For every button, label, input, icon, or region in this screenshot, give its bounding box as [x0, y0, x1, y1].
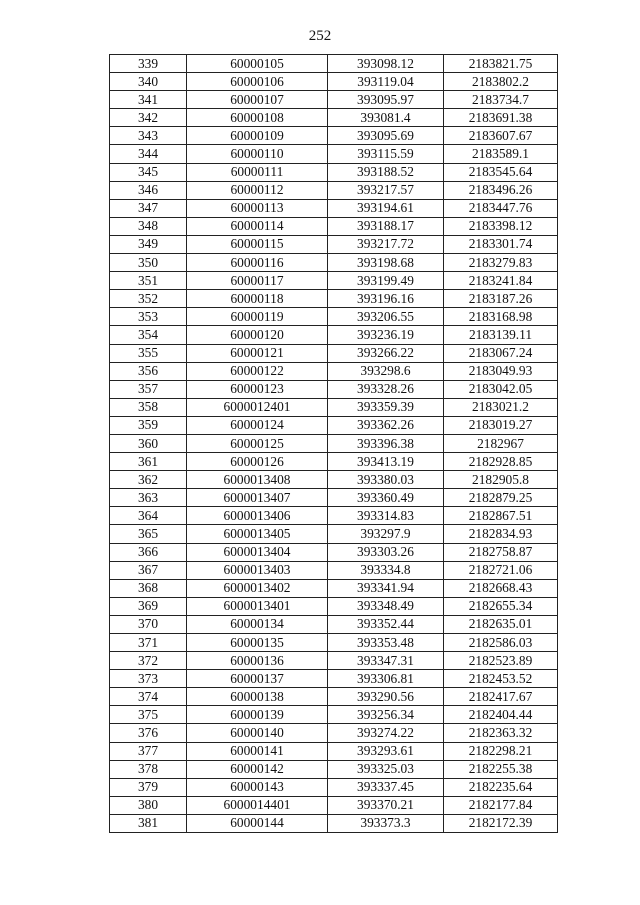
y-coordinate-cell: 2182867.51: [444, 507, 558, 525]
row-number-cell: 353: [110, 308, 187, 326]
y-coordinate-cell: 2182172.39: [444, 814, 558, 832]
table-body: [110, 55, 558, 833]
point-id-cell: 6000012401: [187, 398, 328, 416]
point-id-cell: 60000123: [187, 380, 328, 398]
x-coordinate-cell: 393396.38: [328, 434, 444, 452]
x-coordinate-cell: 393095.69: [328, 127, 444, 145]
row-number-cell: 375: [110, 706, 187, 724]
x-coordinate-cell: 393370.21: [328, 796, 444, 814]
y-coordinate-cell: 2182363.32: [444, 724, 558, 742]
row-number-cell: 360: [110, 434, 187, 452]
table-row: [110, 543, 558, 561]
y-coordinate-cell: 2183589.1: [444, 145, 558, 163]
point-id-cell: 60000142: [187, 760, 328, 778]
table-row: [110, 688, 558, 706]
y-coordinate-cell: 2182905.8: [444, 471, 558, 489]
y-coordinate-cell: 2183447.76: [444, 199, 558, 217]
point-id-cell: 60000135: [187, 634, 328, 652]
y-coordinate-cell: 2183049.93: [444, 362, 558, 380]
x-coordinate-cell: 393194.61: [328, 199, 444, 217]
y-coordinate-cell: 2182417.67: [444, 688, 558, 706]
x-coordinate-cell: 393188.52: [328, 163, 444, 181]
x-coordinate-cell: 393306.81: [328, 670, 444, 688]
table-row: [110, 778, 558, 796]
point-id-cell: 6000013402: [187, 579, 328, 597]
y-coordinate-cell: 2183821.75: [444, 55, 558, 73]
row-number-cell: 348: [110, 217, 187, 235]
x-coordinate-cell: 393115.59: [328, 145, 444, 163]
x-coordinate-cell: 393198.68: [328, 254, 444, 272]
point-id-cell: 60000125: [187, 434, 328, 452]
y-coordinate-cell: 2183496.26: [444, 181, 558, 199]
table-row: [110, 561, 558, 579]
x-coordinate-cell: 393119.04: [328, 73, 444, 91]
point-id-cell: 6000013404: [187, 543, 328, 561]
x-coordinate-cell: 393217.72: [328, 235, 444, 253]
y-coordinate-cell: 2182586.03: [444, 634, 558, 652]
y-coordinate-cell: 2183168.98: [444, 308, 558, 326]
table-row: [110, 199, 558, 217]
table-row: [110, 145, 558, 163]
y-coordinate-cell: 2183398.12: [444, 217, 558, 235]
row-number-cell: 344: [110, 145, 187, 163]
row-number-cell: 354: [110, 326, 187, 344]
table-row: [110, 416, 558, 434]
y-coordinate-cell: 2182177.84: [444, 796, 558, 814]
row-number-cell: 339: [110, 55, 187, 73]
x-coordinate-cell: 393081.4: [328, 109, 444, 127]
row-number-cell: 371: [110, 634, 187, 652]
y-coordinate-cell: 2182255.38: [444, 760, 558, 778]
y-coordinate-cell: 2183607.67: [444, 127, 558, 145]
table-row: [110, 73, 558, 91]
table-row: [110, 706, 558, 724]
y-coordinate-cell: 2182453.52: [444, 670, 558, 688]
x-coordinate-cell: 393236.19: [328, 326, 444, 344]
point-id-cell: 60000137: [187, 670, 328, 688]
y-coordinate-cell: 2183042.05: [444, 380, 558, 398]
x-coordinate-cell: 393293.61: [328, 742, 444, 760]
row-number-cell: 342: [110, 109, 187, 127]
row-number-cell: 350: [110, 254, 187, 272]
table-row: [110, 615, 558, 633]
point-id-cell: 60000121: [187, 344, 328, 362]
y-coordinate-cell: 2183019.27: [444, 416, 558, 434]
point-id-cell: 6000013406: [187, 507, 328, 525]
table-row: [110, 634, 558, 652]
point-id-cell: 60000105: [187, 55, 328, 73]
table-row: [110, 109, 558, 127]
x-coordinate-cell: 393274.22: [328, 724, 444, 742]
row-number-cell: 381: [110, 814, 187, 832]
point-id-cell: 60000140: [187, 724, 328, 742]
point-id-cell: 60000144: [187, 814, 328, 832]
table-row: [110, 290, 558, 308]
table-row: [110, 724, 558, 742]
table-row: [110, 217, 558, 235]
table-row: [110, 181, 558, 199]
row-number-cell: 349: [110, 235, 187, 253]
table-row: [110, 434, 558, 452]
y-coordinate-cell: 2182404.44: [444, 706, 558, 724]
table-row: [110, 254, 558, 272]
y-coordinate-cell: 2183545.64: [444, 163, 558, 181]
y-coordinate-cell: 2182668.43: [444, 579, 558, 597]
point-id-cell: 60000114: [187, 217, 328, 235]
point-id-cell: 60000107: [187, 91, 328, 109]
y-coordinate-cell: 2182298.21: [444, 742, 558, 760]
y-coordinate-cell: 2183067.24: [444, 344, 558, 362]
x-coordinate-cell: 393337.45: [328, 778, 444, 796]
table-row: [110, 489, 558, 507]
table-row: [110, 163, 558, 181]
y-coordinate-cell: 2183691.38: [444, 109, 558, 127]
row-number-cell: 363: [110, 489, 187, 507]
table-row: [110, 652, 558, 670]
point-id-cell: 60000136: [187, 652, 328, 670]
row-number-cell: 374: [110, 688, 187, 706]
coordinates-table: [109, 54, 558, 833]
x-coordinate-cell: 393297.9: [328, 525, 444, 543]
row-number-cell: 345: [110, 163, 187, 181]
row-number-cell: 358: [110, 398, 187, 416]
point-id-cell: 60000119: [187, 308, 328, 326]
x-coordinate-cell: 393380.03: [328, 471, 444, 489]
row-number-cell: 361: [110, 453, 187, 471]
row-number-cell: 343: [110, 127, 187, 145]
y-coordinate-cell: 2182523.89: [444, 652, 558, 670]
table-row: [110, 127, 558, 145]
y-coordinate-cell: 2182928.85: [444, 453, 558, 471]
row-number-cell: 373: [110, 670, 187, 688]
y-coordinate-cell: 2182655.34: [444, 597, 558, 615]
y-coordinate-cell: 2183279.83: [444, 254, 558, 272]
table-row: [110, 670, 558, 688]
x-coordinate-cell: 393328.26: [328, 380, 444, 398]
x-coordinate-cell: 393303.26: [328, 543, 444, 561]
point-id-cell: 60000120: [187, 326, 328, 344]
x-coordinate-cell: 393098.12: [328, 55, 444, 73]
row-number-cell: 355: [110, 344, 187, 362]
table-row: [110, 796, 558, 814]
row-number-cell: 370: [110, 615, 187, 633]
table-row: [110, 272, 558, 290]
y-coordinate-cell: 2182879.25: [444, 489, 558, 507]
x-coordinate-cell: 393359.39: [328, 398, 444, 416]
table-row: [110, 742, 558, 760]
row-number-cell: 378: [110, 760, 187, 778]
point-id-cell: 60000139: [187, 706, 328, 724]
row-number-cell: 359: [110, 416, 187, 434]
y-coordinate-cell: 2182721.06: [444, 561, 558, 579]
row-number-cell: 367: [110, 561, 187, 579]
row-number-cell: 351: [110, 272, 187, 290]
table-row: [110, 579, 558, 597]
row-number-cell: 372: [110, 652, 187, 670]
point-id-cell: 60000115: [187, 235, 328, 253]
table-row: [110, 380, 558, 398]
row-number-cell: 368: [110, 579, 187, 597]
x-coordinate-cell: 393334.8: [328, 561, 444, 579]
point-id-cell: 6000013405: [187, 525, 328, 543]
point-id-cell: 60000118: [187, 290, 328, 308]
row-number-cell: 376: [110, 724, 187, 742]
x-coordinate-cell: 393266.22: [328, 344, 444, 362]
table-row: [110, 525, 558, 543]
row-number-cell: 347: [110, 199, 187, 217]
row-number-cell: 356: [110, 362, 187, 380]
x-coordinate-cell: 393206.55: [328, 308, 444, 326]
table-row: [110, 362, 558, 380]
point-id-cell: 60000122: [187, 362, 328, 380]
row-number-cell: 346: [110, 181, 187, 199]
x-coordinate-cell: 393256.34: [328, 706, 444, 724]
table-row: [110, 326, 558, 344]
x-coordinate-cell: 393290.56: [328, 688, 444, 706]
y-coordinate-cell: 2183241.84: [444, 272, 558, 290]
row-number-cell: 341: [110, 91, 187, 109]
table-row: [110, 471, 558, 489]
row-number-cell: 366: [110, 543, 187, 561]
point-id-cell: 60000117: [187, 272, 328, 290]
x-coordinate-cell: 393341.94: [328, 579, 444, 597]
table-row: [110, 308, 558, 326]
point-id-cell: 60000106: [187, 73, 328, 91]
point-id-cell: 60000116: [187, 254, 328, 272]
table-row: [110, 235, 558, 253]
point-id-cell: 60000109: [187, 127, 328, 145]
y-coordinate-cell: 2182758.87: [444, 543, 558, 561]
point-id-cell: 60000126: [187, 453, 328, 471]
x-coordinate-cell: 393217.57: [328, 181, 444, 199]
y-coordinate-cell: 2182235.64: [444, 778, 558, 796]
y-coordinate-cell: 2183187.26: [444, 290, 558, 308]
y-coordinate-cell: 2183021.2: [444, 398, 558, 416]
x-coordinate-cell: 393347.31: [328, 652, 444, 670]
table-row: [110, 760, 558, 778]
x-coordinate-cell: 393360.49: [328, 489, 444, 507]
table-row: [110, 507, 558, 525]
page-number: 252: [308, 28, 332, 44]
point-id-cell: 60000143: [187, 778, 328, 796]
row-number-cell: 352: [110, 290, 187, 308]
row-number-cell: 362: [110, 471, 187, 489]
x-coordinate-cell: 393352.44: [328, 615, 444, 633]
y-coordinate-cell: 2182834.93: [444, 525, 558, 543]
x-coordinate-cell: 393199.49: [328, 272, 444, 290]
point-id-cell: 60000124: [187, 416, 328, 434]
x-coordinate-cell: 393314.83: [328, 507, 444, 525]
x-coordinate-cell: 393413.19: [328, 453, 444, 471]
y-coordinate-cell: 2183734.7: [444, 91, 558, 109]
row-number-cell: 377: [110, 742, 187, 760]
point-id-cell: 6000013407: [187, 489, 328, 507]
y-coordinate-cell: 2183802.2: [444, 73, 558, 91]
point-id-cell: 60000134: [187, 615, 328, 633]
x-coordinate-cell: 393373.3: [328, 814, 444, 832]
row-number-cell: 357: [110, 380, 187, 398]
x-coordinate-cell: 393095.97: [328, 91, 444, 109]
y-coordinate-cell: 2182635.01: [444, 615, 558, 633]
point-id-cell: 60000113: [187, 199, 328, 217]
table-row: [110, 597, 558, 615]
table-row: [110, 814, 558, 832]
point-id-cell: 6000014401: [187, 796, 328, 814]
row-number-cell: 369: [110, 597, 187, 615]
table-row: [110, 398, 558, 416]
y-coordinate-cell: 2183301.74: [444, 235, 558, 253]
point-id-cell: 60000110: [187, 145, 328, 163]
point-id-cell: 60000112: [187, 181, 328, 199]
y-coordinate-cell: 2182967: [444, 434, 558, 452]
point-id-cell: 60000138: [187, 688, 328, 706]
table-row: [110, 55, 558, 73]
point-id-cell: 60000111: [187, 163, 328, 181]
x-coordinate-cell: 393188.17: [328, 217, 444, 235]
x-coordinate-cell: 393325.03: [328, 760, 444, 778]
point-id-cell: 60000141: [187, 742, 328, 760]
row-number-cell: 380: [110, 796, 187, 814]
x-coordinate-cell: 393196.16: [328, 290, 444, 308]
table-row: [110, 91, 558, 109]
x-coordinate-cell: 393362.26: [328, 416, 444, 434]
x-coordinate-cell: 393348.49: [328, 597, 444, 615]
x-coordinate-cell: 393353.48: [328, 634, 444, 652]
row-number-cell: 340: [110, 73, 187, 91]
point-id-cell: 6000013403: [187, 561, 328, 579]
x-coordinate-cell: 393298.6: [328, 362, 444, 380]
point-id-cell: 6000013401: [187, 597, 328, 615]
point-id-cell: 60000108: [187, 109, 328, 127]
y-coordinate-cell: 2183139.11: [444, 326, 558, 344]
point-id-cell: 6000013408: [187, 471, 328, 489]
row-number-cell: 364: [110, 507, 187, 525]
table-row: [110, 453, 558, 471]
row-number-cell: 379: [110, 778, 187, 796]
table-row: [110, 344, 558, 362]
row-number-cell: 365: [110, 525, 187, 543]
